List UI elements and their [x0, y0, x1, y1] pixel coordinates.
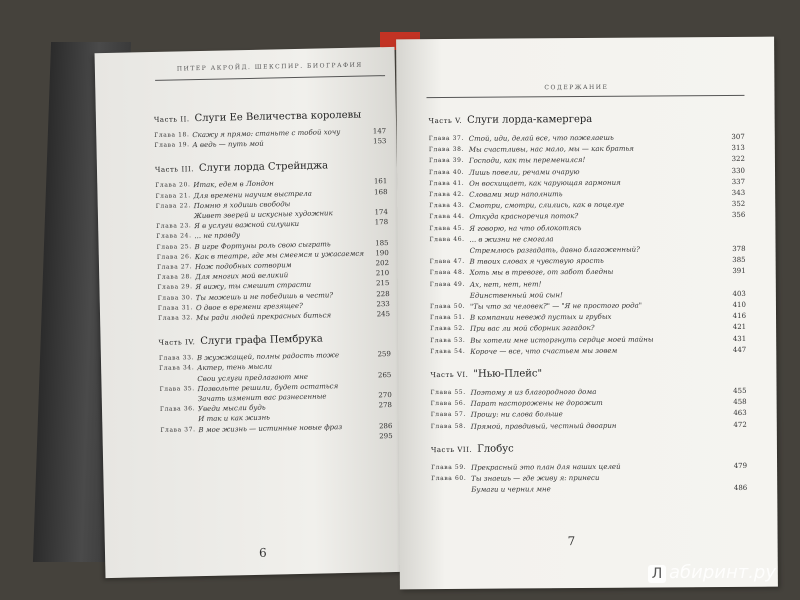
- chapter-title: Как в театре, где мы смеемся и ужасаемся: [194, 249, 365, 261]
- chapter-number: Глава 22.: [155, 202, 191, 210]
- part-label: Часть VI.: [430, 370, 469, 380]
- page-ref: 245: [376, 310, 391, 319]
- chapter-title: Лишь повели, речами очарую: [468, 167, 580, 177]
- chapter-number: Глава 37.: [428, 134, 464, 143]
- chapter-title: Помню я ходишь свободы: [193, 199, 291, 210]
- page-ref: 178: [374, 218, 389, 227]
- part-label: Часть VII.: [430, 445, 473, 454]
- chapter-number: Глава 49.: [429, 280, 465, 288]
- chapter-title: В компании невежд пустых и грубых: [470, 313, 612, 323]
- chapter-title: Словами мир наполнить: [469, 190, 563, 199]
- page-ref: 343: [731, 188, 746, 197]
- chapter-number: Глава 18.: [154, 131, 190, 139]
- chapter-title: Прекрасный это план для наших целей: [471, 462, 621, 472]
- chapter-number: Глава 30.: [157, 293, 193, 302]
- page-number: 6: [258, 545, 267, 560]
- part-title: Слуги Ее Величества королевы: [194, 109, 362, 125]
- chapter-title: Хоть мы в тревоге, от забот бледны: [469, 268, 614, 278]
- chapter-title: Живет зверей и искусные художник: [193, 209, 333, 221]
- chapter-title: Итак, едем в Лондон: [193, 179, 274, 190]
- chapter-title: Господи, как ты переменился!: [468, 156, 586, 166]
- part-label: Часть III.: [154, 165, 195, 175]
- chapter-title: Смотри, смотри, слились, как в поцелуе: [469, 200, 625, 211]
- chapter-number: Глава 57.: [430, 411, 466, 419]
- chapter-number: Глава 39.: [428, 157, 465, 165]
- chapter-title: Откуда красноречия поток?: [469, 212, 579, 222]
- chapter-number: Глава 55.: [430, 388, 466, 397]
- page-ref: 352: [731, 200, 746, 209]
- page-ref: 307: [731, 132, 745, 141]
- part-heading: [154, 110, 361, 125]
- page-ref: 385: [732, 256, 746, 265]
- chapter-title: Бумаги и чернил мне: [471, 485, 551, 494]
- page-ref: 259: [377, 350, 391, 359]
- running-head: ПИТЕР АКРОЙД. ШЕКСПИР. БИОГРАФИЯ: [176, 61, 363, 73]
- chapter-number: Глава 26.: [156, 253, 193, 261]
- chapter-title: Мы счастливы, нас мало, мы — как братья: [468, 144, 634, 155]
- chapter-number: Глава 31.: [157, 303, 194, 312]
- page-ref: 322: [731, 155, 745, 164]
- site-watermark: [648, 562, 776, 583]
- part-heading: [158, 334, 322, 348]
- chapter-number: Глава 45.: [429, 224, 465, 232]
- page-ref: 286: [378, 421, 393, 430]
- part-heading: [430, 368, 542, 380]
- chapter-number: Глава 25.: [156, 242, 192, 251]
- chapter-title: Парат насторожены не дорожит: [470, 399, 603, 409]
- chapter-title: Позвольте решили, будет остаться: [197, 381, 339, 393]
- right-page: [396, 37, 778, 590]
- chapter-number: Глава 43.: [429, 202, 465, 210]
- chapter-title: Свои услуги предлагают мне: [197, 372, 309, 383]
- chapter-number: Глава 37.: [160, 425, 196, 434]
- chapter-title: Для времени научим выстрела: [193, 189, 312, 200]
- page-ref: 161: [373, 177, 388, 186]
- chapter-number: Глава 38.: [428, 146, 465, 154]
- chapter-title: Ты знаешь — где живу я: принеси: [471, 473, 600, 483]
- chapter-number: Глава 20.: [155, 181, 191, 190]
- chapter-title: В жужжащей, полны радость тоже: [196, 351, 340, 363]
- chapter-number: Глава 33.: [158, 354, 195, 363]
- labirint-logo-icon: Л: [648, 565, 666, 583]
- page-ref: 479: [733, 461, 748, 470]
- page-ref: 265: [377, 370, 392, 379]
- page-ref: 185: [375, 238, 389, 247]
- page-ref: 313: [731, 144, 745, 153]
- chapter-title: Уведи мысли будь: [197, 403, 266, 414]
- chapter-title: Для многих мой великий: [195, 271, 289, 282]
- page-ref: 431: [732, 334, 747, 343]
- chapter-number: Глава 56.: [430, 400, 466, 408]
- chapter-number: Глава 35.: [159, 384, 195, 393]
- chapter-number: Глава 54.: [430, 347, 466, 355]
- chapter-title: Мы ради людей прекрасных биться: [196, 311, 332, 323]
- chapter-title: ... не правду: [194, 231, 241, 241]
- chapter-number: Глава 50.: [429, 302, 466, 311]
- chapter-title: В твоих словах я чувствую ярость: [469, 257, 604, 267]
- chapter-title: "Ты что за человек?" — "Я не простого рода": [469, 301, 642, 311]
- page-ref: 410: [732, 300, 746, 309]
- part-heading: [155, 161, 328, 176]
- chapter-number: Глава 27.: [156, 263, 193, 271]
- header-rule: [426, 95, 744, 98]
- chapter-title: Я вижу, ты смешит страсти: [195, 281, 312, 292]
- chapter-title: ... в жизни не смогала: [469, 235, 554, 244]
- chapter-number: Глава 58.: [430, 422, 466, 430]
- chapter-number: Глава 24.: [156, 232, 192, 241]
- chapter-title: Скажу я прямо: станьте с тобой хочу: [192, 128, 341, 140]
- page-ref: 421: [732, 323, 747, 332]
- chapter-title: А ведь — путь мой: [192, 139, 264, 150]
- part-label: Часть II.: [153, 115, 190, 124]
- chapter-number: Глава 23.: [156, 222, 192, 231]
- page-ref: 486: [733, 484, 748, 493]
- chapter-title: Я говорю, на что облокотясь: [469, 223, 582, 233]
- chapter-title: Ты можешь и не победишь в чести?: [195, 290, 334, 302]
- part-heading: [431, 443, 514, 455]
- chapter-number: Глава 32.: [158, 314, 194, 322]
- part-title: Слуги графа Пембрука: [200, 333, 323, 348]
- left-page: [95, 47, 406, 578]
- page-ref: 202: [375, 259, 390, 268]
- running-head: СОДЕРЖАНИЕ: [544, 83, 609, 92]
- chapter-number: Глава 48.: [429, 269, 465, 277]
- page-ref: 270: [378, 391, 392, 400]
- page-ref: 295: [379, 431, 393, 441]
- page-ref: 228: [376, 289, 390, 298]
- chapter-number: Глава 51.: [430, 314, 466, 322]
- toc-entry[interactable]: [431, 484, 747, 497]
- chapter-title: Прямой, правдивый, честный двоарин: [470, 421, 617, 431]
- chapter-title: В мое жизнь — истинные новые фраз: [198, 422, 343, 434]
- chapter-number: Глава 44.: [429, 213, 465, 221]
- page-ref: 278: [378, 401, 393, 410]
- chapter-number: Глава 52.: [430, 325, 466, 333]
- chapter-number: Глава 46.: [429, 235, 465, 243]
- page-ref: 416: [732, 312, 747, 321]
- page-ref: 403: [732, 289, 746, 298]
- chapter-title: Короче — все, что счастьем мы зовем: [470, 346, 618, 356]
- chapter-title: Стой, иди, делай все, что пожелаешь: [468, 133, 614, 143]
- page-ref: 147: [372, 127, 387, 136]
- chapter-number: Глава 59.: [431, 463, 467, 471]
- chapter-title: Актер, тень мысли: [197, 362, 273, 373]
- chapter-title: Я в услуги важной силушки: [194, 220, 300, 231]
- chapter-title: О двое в времени грезящее?: [195, 301, 303, 312]
- chapter-title: Ах, нет, нет, нет!: [469, 279, 542, 289]
- part-title: Глобус: [477, 443, 514, 455]
- page-ref: 356: [731, 211, 746, 220]
- chapter-title: Стремлюсь разгадать, давно благоженный?: [469, 245, 640, 255]
- chapter-number: Глава 40.: [428, 168, 465, 176]
- page-ref: 174: [374, 208, 389, 217]
- chapter-title: И так и как жизнь: [198, 413, 271, 424]
- page-ref: 153: [372, 137, 387, 146]
- page-ref: 458: [733, 398, 747, 407]
- chapter-title: Поэтому я из благородного дома: [470, 387, 597, 397]
- chapter-number: Глава 42.: [429, 190, 465, 199]
- page-number: 7: [567, 534, 576, 549]
- page-ref: 168: [374, 187, 388, 196]
- header-rule: [155, 75, 385, 81]
- chapter-title: Нож подобных сотворим: [194, 261, 292, 272]
- page-ref: 463: [733, 409, 747, 418]
- part-heading: [429, 114, 593, 126]
- chapter-title: Вы хотели мне исторгнуть сердце моей тайны: [470, 335, 654, 345]
- watermark-text: абиринт.ру: [669, 562, 777, 583]
- chapter-number: Глава 47.: [429, 258, 465, 266]
- page-ref: 233: [376, 299, 390, 309]
- chapter-number: Глава 34.: [159, 364, 195, 373]
- page-ref: 391: [732, 267, 746, 276]
- chapter-title: В игре Фортуны роль свою сыграть: [194, 239, 331, 251]
- chapter-title: Прошу: ни слова больше: [470, 410, 563, 420]
- toc-entry[interactable]: [430, 346, 746, 359]
- chapter-number: Глава 36.: [159, 405, 196, 414]
- chapter-title: Зачать изменит вас разнесенные: [197, 392, 327, 404]
- page-ref: 337: [731, 177, 746, 186]
- chapter-number: Глава 41.: [429, 179, 465, 187]
- page-ref: 447: [732, 345, 747, 354]
- chapter-number: Глава 60.: [431, 474, 467, 483]
- page-ref: 330: [731, 166, 746, 175]
- page-ref: 210: [375, 269, 390, 278]
- part-title: Слуги лорда Стрейнджа: [198, 160, 329, 175]
- chapter-number: Глава 21.: [155, 191, 191, 200]
- page-ref: 378: [732, 244, 746, 253]
- chapter-number: Глава 53.: [430, 336, 466, 344]
- page-ref: 190: [375, 248, 389, 258]
- toc-entry[interactable]: [431, 420, 747, 433]
- chapter-number: Глава 29.: [157, 283, 193, 292]
- page-ref: 215: [375, 279, 390, 288]
- chapter-number: Глава 19.: [154, 141, 190, 150]
- part-label: Часть V.: [428, 116, 463, 126]
- part-title: "Нью-Плейс": [473, 368, 543, 380]
- chapter-title: Он восхищает, как чарующая гармония: [469, 178, 621, 188]
- part-title: Слуги лорда-камергера: [467, 113, 593, 126]
- page-ref: 455: [733, 386, 747, 395]
- chapter-number: Глава 28.: [157, 273, 193, 282]
- part-label: Часть IV.: [158, 338, 196, 348]
- page-ref: 472: [733, 420, 747, 429]
- chapter-title: При вас ли мой сборник загадок?: [470, 324, 595, 334]
- chapter-title: Единственный мой сын!: [469, 290, 563, 300]
